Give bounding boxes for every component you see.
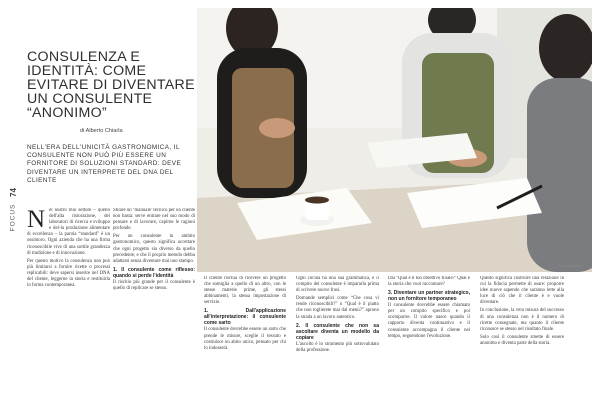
photo-credit: ©stockadobe — [558, 263, 582, 268]
body-paragraph: Il cliente rischia di ricevere un progetto che somiglia a quello di un altro, con le stesse materie prime, gli stessi abbinamenti, la stessa impostazione di servizio. — [204, 276, 286, 306]
section-heading: 3. Diventare un partner strategico, non un fornitore temporaneo — [388, 290, 470, 303]
body-paragraph: Ogni cucina ha una sua grammatica, e il compito del consulente è impararla prima di scrivere nuove frasi. — [296, 276, 379, 294]
page-number: 74 — [8, 188, 18, 197]
body-column-5 — [388, 276, 470, 394]
section-label: FOCUS — [9, 203, 17, 232]
body-paragraph: Solo così il consulente smette di essere anonimo e diventa parte della storia. — [480, 334, 564, 346]
lead-paragraph — [27, 208, 110, 257]
page-margin-tab — [7, 188, 19, 258]
body-paragraph: L'ascolto è lo strumento più sottovalutato della professione. — [296, 341, 379, 353]
article-author: di Alberto Chiarla — [80, 128, 123, 134]
article-photo — [197, 8, 592, 272]
body-paragraph: Per questo motivo la consulenza non può più limitarsi a fornire ricette o processi replicabili: deve sapersi inserire nel DNA del cliente, leggerne la storia e restituirla in forma contemporanea. — [27, 258, 110, 289]
body-column-3 — [204, 276, 286, 394]
body-column-6 — [480, 276, 564, 394]
drop-cap: N — [27, 208, 46, 233]
section-heading: 1. Dall'applicazione all'interpretazione: il consulente come sarto — [204, 308, 286, 327]
article-title: CONSULENZA E IDENTITÀ: COME EVITARE DI DIVENTARE UN CONSULENTE “ANONIMO” — [27, 49, 195, 121]
body-paragraph: Per un consulente in ambito gastronomico, questo significa accettare che ogni progetto sia diverso da quello precedente, e che il proprio metodo debba adattarsi senza diventare mai uno stampo. — [113, 234, 195, 264]
body-paragraph: Domande semplici come “Che cosa vi rende riconoscibili?” o “Qual è il piatto che non toglierete mai dal menù?” aprono la strada a un lavoro autentico. — [296, 296, 379, 320]
body-paragraph: Questo significa costruire una relazione in cui la fiducia permette di osare: proporre idee nuove sapendo che saranno lette alla luce di ciò che il cliente è e vuole diventare. — [480, 276, 564, 306]
consultation-scene-illustration — [197, 8, 592, 272]
body-column-4 — [296, 276, 379, 394]
body-paragraph: Stilare un ‘manuale’ tecnico per un cliente non basta: serve entrare nel suo modo di pensare e di lavorare, capirne le ragioni profonde. — [113, 208, 195, 232]
body-paragraph: Il consulente dovrebbe essere chiamato per un compito specifico e poi scomparire. Il valore nasce quando il rapporto diventa continuativo e il consulente accompagna il cliente nel tempo, seguendone l'evoluzione. — [388, 303, 470, 339]
body-column-1 — [27, 208, 110, 394]
body-paragraph: Dai ‘Qual è il tuo obiettivo finale?’ Qual è la storia che vuoi raccontare? — [388, 276, 470, 288]
body-paragraph: Il consulente dovrebbe essere un sarto che prende le misure, sceglie il tessuto e costruisce un abito unico, pensato per chi lo indosserà. — [204, 327, 286, 351]
lead-text-continued: Ogni azienda che ha una firma riconoscibile vive di una sottile grandezza di tradizione e di innovazione. — [27, 238, 110, 256]
lead-text: el nostro mio settore – quello dell'alta ristorazione, dei laboratori di ricerca e sviluppo e del-la produzione alimentare di eccellenza – la parola “standard” è un ossimoro. — [27, 208, 110, 244]
article-subtitle: NELL'ERA DELL'UNICITÀ GASTRONOMICA, IL CONSULENTE NON PUÒ PIÙ ESSERE UN FORNITORE DI SOLUZIONI STANDARD: DEVE DIVENTARE UN INTERPRETE DEL DNA DEL CLIENTE — [27, 144, 182, 184]
body-column-2 — [113, 208, 195, 394]
section-heading: 2. Il consulente che non sa ascoltare diventa un modello da copiare — [296, 322, 379, 341]
body-paragraph: In conclusione, la vera misura del successo di una consulenza non è il numero di ricette consegnate, ma quanto il cliente riconosce se stesso nel risultato finale. — [480, 308, 564, 332]
section-heading: 1. Il consulente come riflesso: quando si perde l'identità — [113, 266, 195, 279]
body-paragraph: Il rischio più grande per il consulente è quello di replicare se stesso. — [113, 279, 195, 291]
